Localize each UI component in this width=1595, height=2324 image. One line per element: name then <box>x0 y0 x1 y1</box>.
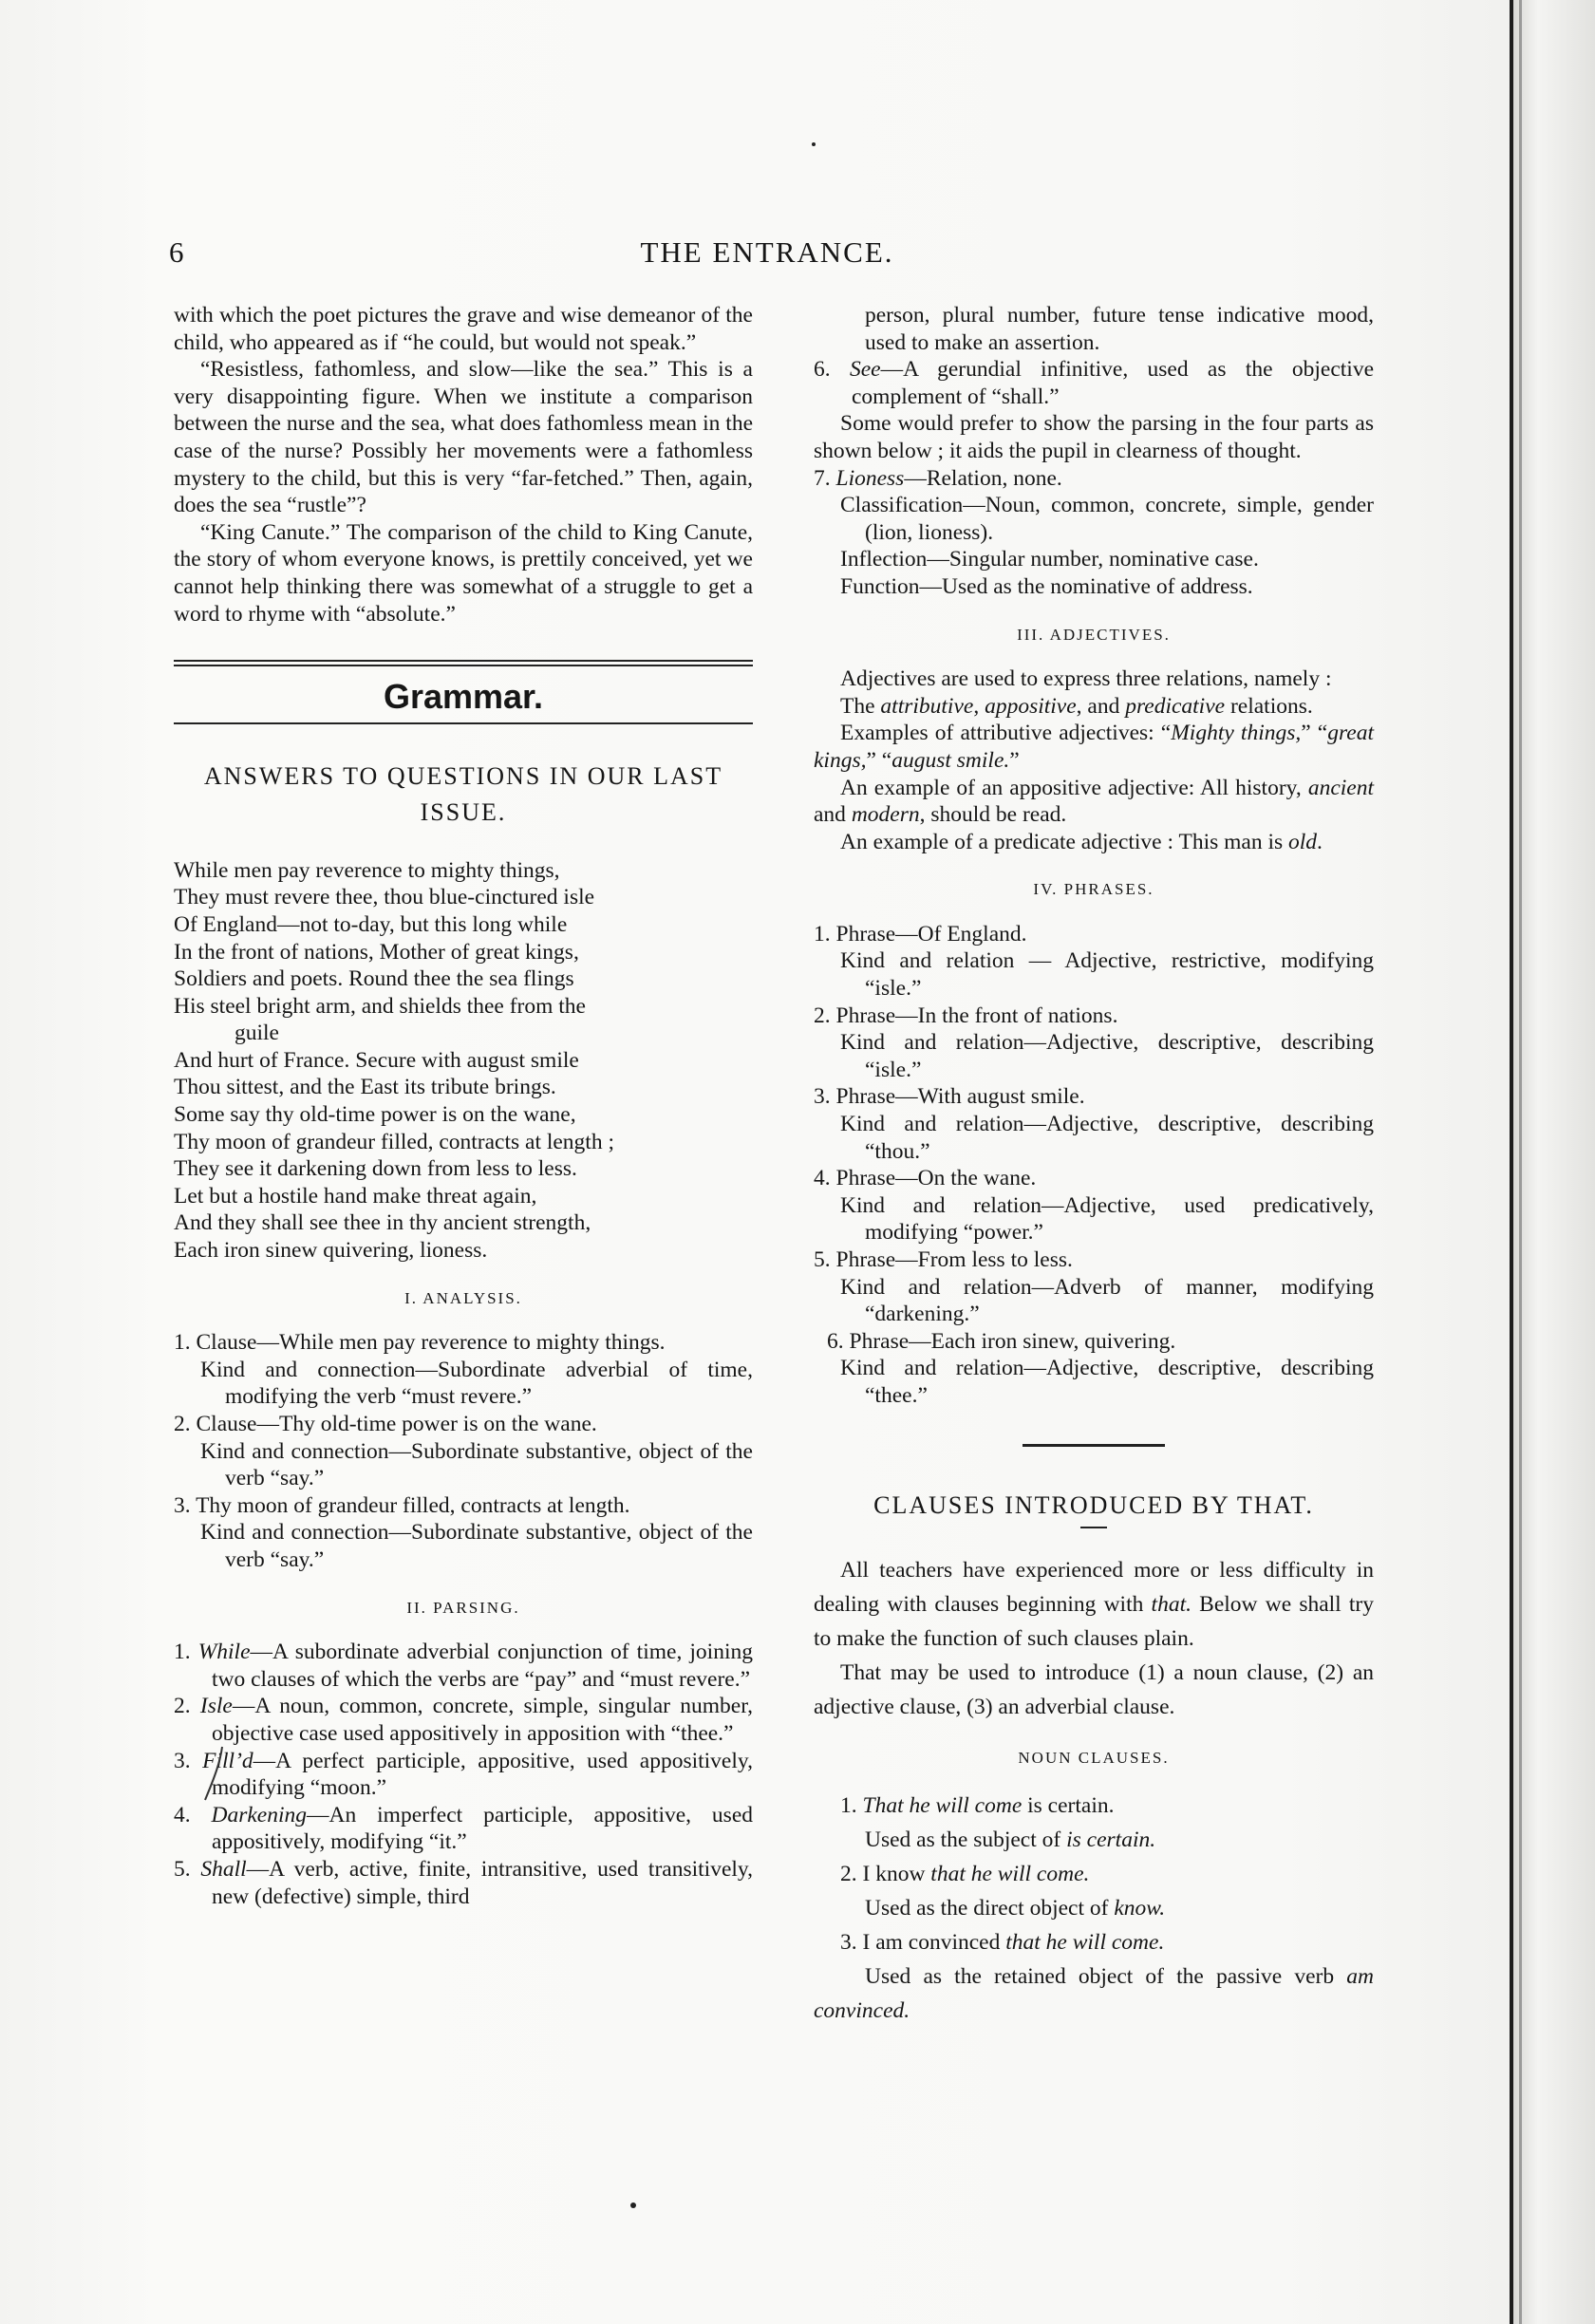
item-text: —A verb, active, finite, intransitive, used transitively, new (defective) simple, third <box>212 1856 753 1909</box>
list-subitem <box>814 1823 1374 1857</box>
poem-line: While men pay reverence to mighty things, <box>174 857 560 883</box>
section-rule <box>1023 1444 1165 1447</box>
paragraph: “Resistless, fathomless, and slow—like the sea.” This is a very disappointing figure. When we institute a comparison between the nurse and the sea, what does fathomless mean in the case of the nurse? Possibly her movements were a fathomless mystery to the child, but this is very “far-fetched.” Then, again, does the sea “rustle”? <box>174 357 753 518</box>
item-number: 3. <box>814 1084 831 1110</box>
item-number: 1. <box>174 1330 191 1356</box>
clauses-heading: CLAUSES INTRODUCED BY THAT. <box>873 1490 1314 1519</box>
list-item <box>174 1748 753 1802</box>
item-text: Phrase—On the wane. <box>835 1166 1037 1191</box>
text: The <box>840 693 881 719</box>
paragraph: Examples of attributive adjectives: “Mighty things,” “great kings,” “august smile.” <box>814 721 1374 773</box>
item-text: Clause—Thy old-time power is on the wane. <box>196 1412 597 1436</box>
list-item <box>174 1693 753 1747</box>
item-text: Thy moon of grandeur filled, contracts at length. <box>196 1492 630 1518</box>
item-number: 5. <box>174 1856 191 1882</box>
text: Below we shall try to make the function of such clauses plain. <box>814 1592 1374 1652</box>
list-subitem: Kind and relation—Adjective, descriptive, describing “thee.” <box>840 1356 1374 1408</box>
paragraph: “King Canute.” The comparison of the child to King Canute, the story of whom everyone knows, is prettily conceived, yet we cannot help thinking there was somewhat of a struggle to get a word to rhyme with “absolute.” <box>174 519 753 627</box>
italic-term: am convinced. <box>814 1964 1374 2024</box>
text: relations. <box>1225 693 1313 719</box>
list-item <box>814 1165 1374 1192</box>
rule <box>174 722 753 724</box>
poem-line: They must revere thee, thou blue-cinctured isle <box>174 885 595 910</box>
poem-line: Thou sittest, and the East its tribute brings. <box>174 1075 556 1100</box>
text: Used as the retained object of the passive verb <box>865 1964 1347 1990</box>
italic-term: ancient <box>1307 775 1374 800</box>
subsection-heading: IV. PHRASES. <box>1033 880 1154 899</box>
italic-term: is certain. <box>1066 1827 1156 1853</box>
item-number: 5. <box>814 1247 831 1272</box>
italic-term: that. <box>1151 1592 1192 1618</box>
running-head: THE ENTRANCE. <box>640 235 894 269</box>
poem-line: Of England—not to-day, but this long while <box>174 911 568 937</box>
item-number: 4. <box>174 1802 191 1827</box>
poem-line: His steel bright arm, and shields thee from the <box>174 993 586 1019</box>
subsection-heading: III. ADJECTIVES. <box>1017 625 1171 644</box>
italic-term: old <box>1288 829 1318 854</box>
list-subitem: Kind and connection—Subordinate substantive, object of the verb “say.” <box>200 1438 753 1491</box>
list-item <box>814 1925 1374 1959</box>
list-item <box>814 1083 1374 1111</box>
item-text: —A gerundial infinitive, used as the objective complement of “shall.” <box>852 357 1375 409</box>
section-title: Grammar. <box>383 677 544 717</box>
item-text: —An imperfect participle, appositive, used appositively, modifying “it.” <box>212 1802 753 1855</box>
paragraph: An example of a predicate adjective : This man is old. <box>840 829 1323 854</box>
text: , should be read. <box>919 802 1067 828</box>
left-column <box>174 302 753 1910</box>
rule <box>1080 1527 1107 1528</box>
text: Used as the direct object of <box>865 1896 1115 1921</box>
list-item <box>174 1856 753 1910</box>
pencil-mark <box>201 1745 230 1802</box>
list-item <box>174 1639 753 1693</box>
item-number: 1. <box>840 1793 857 1819</box>
italic-term: august smile. <box>891 747 1010 773</box>
item-text: Phrase—With august smile. <box>835 1084 1085 1110</box>
italic-term: Mighty things, <box>1171 721 1302 746</box>
list-item <box>814 356 1374 410</box>
poem-line: And hurt of France. Secure with august smile <box>174 1047 579 1073</box>
list-item <box>814 1003 1374 1030</box>
page-header <box>169 235 1365 273</box>
list-item <box>814 1328 1374 1356</box>
list-subitem: Kind and connection—Subordinate substantive, object of the verb “say.” <box>200 1520 753 1572</box>
item-number: 4. <box>814 1166 831 1191</box>
italic-term: that he will come. <box>930 1862 1090 1887</box>
italic-term: know. <box>1114 1896 1166 1921</box>
item-number: 3. <box>174 1492 191 1518</box>
list-item <box>814 1789 1374 1823</box>
subsection-heading: I. ANALYSIS. <box>404 1288 522 1307</box>
parsed-word: Isle <box>199 1694 233 1719</box>
item-number: 3. <box>840 1930 857 1956</box>
item-number: 2. <box>174 1412 191 1436</box>
item-text: —A perfect participle, appositive, used appositively, modifying “moon.” <box>212 1748 753 1801</box>
list-subitem <box>814 1959 1374 2028</box>
list-item <box>814 1246 1374 1274</box>
item-text: —A noun, common, concrete, simple, singular number, objective case used appositively in apposition with “thee.” <box>212 1694 753 1746</box>
list-subitem: Kind and relation—Adjective, used predicatively, modifying “power.” <box>840 1192 1374 1246</box>
poem-line: In the front of nations, Mother of great kings, <box>174 939 579 965</box>
item-text: Phrase—Of England. <box>835 921 1027 946</box>
parsed-word: Darkening <box>211 1802 308 1827</box>
list-subitem <box>814 1891 1374 1925</box>
text: Examples of attributive adjectives: “ <box>840 721 1172 746</box>
italic-term: predicative <box>1125 693 1226 719</box>
item-number: 2. <box>814 1003 831 1028</box>
italic-term: great kings, <box>814 721 1374 773</box>
list-subitem: Kind and connection—Subordinate adverbial of time, modifying the verb “must revere.” <box>200 1357 753 1410</box>
text: is certain. <box>1022 1793 1115 1819</box>
poem-line: They see it darkening down from less to less. <box>174 1156 577 1182</box>
clauses-section <box>814 1553 1374 2028</box>
paragraph: That may be used to introduce (1) a noun clause, (2) an adjective clause, (3) an adverbial clause. <box>814 1660 1374 1720</box>
parsed-word: Lioness <box>835 465 905 491</box>
item-number: 6. <box>827 1328 844 1354</box>
poem <box>174 857 753 1265</box>
list-subitem: Kind and relation — Adjective, restrictive, modifying “isle.” <box>840 948 1374 1002</box>
poem-line: Let but a hostile hand make threat again, <box>174 1183 537 1209</box>
poem-line: Thy moon of grandeur filled, contracts at length ; <box>174 1129 614 1154</box>
italic-term: appositive <box>985 693 1077 719</box>
list-item <box>174 1329 753 1357</box>
item-text: Clause—While men pay reverence to mighty things. <box>196 1330 666 1356</box>
parsed-word: See <box>849 357 881 383</box>
list-subitem: Kind and relation—Adjective, descriptive, describing “thou.” <box>840 1112 1374 1164</box>
poem-line: guile <box>235 1021 279 1046</box>
paper-speck <box>630 2202 636 2208</box>
poem-line: Each iron sinew quivering, lioness. <box>174 1238 488 1264</box>
list-subitem: Function—Used as the nominative of address. <box>840 573 1253 599</box>
paragraph: with which the poet pictures the grave and wise demeanor of the child, who appeared as if “he could, but would not speak.” <box>174 303 753 355</box>
parsed-word: While <box>197 1640 251 1665</box>
italic-term: that he will come. <box>1005 1930 1165 1956</box>
item-number: 3. <box>174 1748 191 1773</box>
paragraph: Some would prefer to show the parsing in the four parts as shown below ; it aids the pupil in clearness of thought. <box>814 411 1374 463</box>
text: and <box>814 802 852 828</box>
subsection-heading: II. PARSING. <box>406 1598 520 1617</box>
poem-line: Some say thy old-time power is on the wane, <box>174 1102 576 1128</box>
item-text: Phrase—From less to less. <box>835 1247 1073 1272</box>
item-number: 1. <box>174 1640 191 1665</box>
text: Used as the subject of <box>865 1827 1067 1853</box>
list-subitem: Kind and relation—Adverb of manner, modifying “darkening.” <box>840 1274 1374 1327</box>
poem-line: Soldiers and poets. Round thee the sea flings <box>174 966 574 992</box>
list-item <box>174 1802 753 1856</box>
right-column <box>814 302 1374 2028</box>
text: An example of a predicate adjective : This man is <box>840 829 1289 854</box>
text: , and <box>1076 693 1126 719</box>
text: I am convinced <box>862 1930 1006 1956</box>
list-item <box>174 1411 753 1438</box>
italic-term: modern <box>851 802 920 828</box>
text: I know <box>862 1862 931 1887</box>
text: All teachers have experienced more or less difficulty in dealing with clauses beginning with <box>814 1558 1374 1618</box>
paragraph <box>814 1553 1374 1656</box>
item-number: 1. <box>814 921 831 946</box>
list-item <box>814 465 1374 493</box>
list-item <box>814 921 1374 948</box>
list-subitem: Classification—Noun, common, concrete, simple, gender (lion, lioness). <box>840 493 1374 545</box>
paragraph: person, plural number, future tense indicative mood, used to make an assertion. <box>865 303 1374 355</box>
item-text: —Relation, none. <box>904 465 1062 491</box>
page-number: 6 <box>169 235 184 269</box>
item-number: 6. <box>814 357 831 383</box>
subsection-heading: NOUN CLAUSES. <box>1018 1749 1170 1768</box>
paragraph: The attributive, appositive, and predicative relations. <box>840 693 1313 719</box>
item-number: 2. <box>174 1694 191 1719</box>
paragraph: Adjectives are used to express three relations, namely : <box>840 666 1332 692</box>
next-page-edge <box>1510 0 1595 2324</box>
italic-term: That he will come <box>862 1793 1023 1819</box>
item-number: 2. <box>840 1862 857 1887</box>
poem-line: And they shall see thee in thy ancient strength, <box>174 1210 591 1236</box>
answers-heading: ANSWERS TO QUESTIONS IN OUR LAST ISSUE. <box>203 761 723 826</box>
parsed-word: Fill’d <box>202 1748 253 1773</box>
item-text: —A subordinate adverbial conjunction of time, joining two clauses of which the verbs are “pay” and “must revere.” <box>212 1640 753 1692</box>
item-number: 7. <box>814 465 831 491</box>
item-text: Phrase—Each iron sinew, quivering. <box>849 1328 1176 1354</box>
list-subitem: Inflection—Singular number, nominative case. <box>840 547 1259 572</box>
list-item <box>174 1492 753 1520</box>
parsed-word: Shall <box>200 1856 247 1882</box>
list-subitem: Kind and relation—Adjective, descriptive, describing “isle.” <box>840 1030 1374 1082</box>
italic-term: attributive <box>880 693 974 719</box>
list-item <box>814 1857 1374 1891</box>
paper-speck <box>812 142 816 146</box>
paragraph <box>814 775 1374 829</box>
item-text: Phrase—In the front of nations. <box>835 1003 1118 1028</box>
double-rule <box>174 660 753 666</box>
text: An example of an appositive adjective: All history, <box>840 775 1308 800</box>
